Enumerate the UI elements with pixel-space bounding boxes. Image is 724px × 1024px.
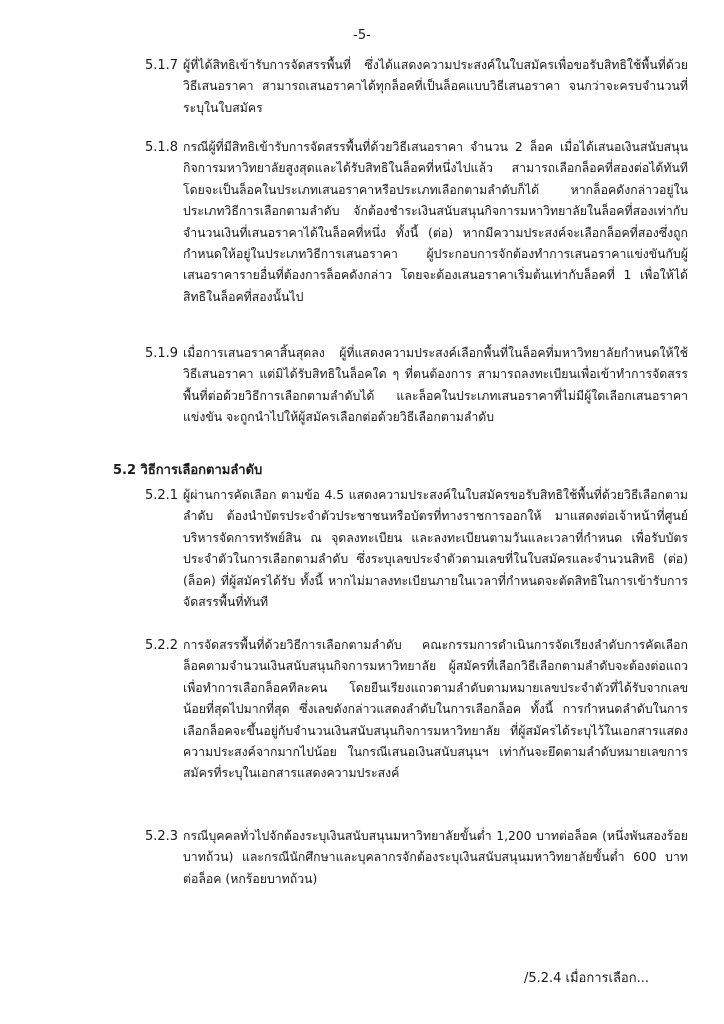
item-number: 5.2.1	[145, 488, 179, 503]
page-number: -5-	[353, 28, 371, 43]
item-text: เมื่อการเสนอราคาสิ้นสุดลง ผู้ที่แสดงความประสงค์เลือกพื้นที่ในล็อคที่มหาวิทยาลัยกำหนดให้ใช้วิธีเสนอราคา แต่มิได้รับสิทธิในล็อคใด ๆ ที่ตนต้องการ สามารถลงทะเบียนเพื่อเข้าทำการจัดสรรพื้นที่ต่อด้วยวิธีการเลือกตามลำดับได้ และล็อคในประเภทเสนอราคาที่ไม่มีผู้ใดเลือกเสนอราคาแข่งขัน จะถูกนำไปให้ผู้สมัครเลือกต่อด้วยวิธีเลือกตามลำดับ	[183, 346, 688, 425]
item-number: 5.1.7	[145, 58, 179, 73]
item-number: 5.2.3	[145, 829, 179, 844]
item-number: 5.2.2	[145, 638, 179, 653]
item-text: กรณีบุคคลทั่วไปจักต้องระบุเงินสนับสนุนมหาวิทยาลัยขั้นต่ำ 1,200 บาทต่อล็อค (หนึ่งพันสองร้อยบาทถ้วน) และกรณีนักศึกษาและบุคลากรจักต้องระบุเงินสนับสนุนมหาวิทยาลัยขั้นต่ำ 600 บาทต่อล็อค (หกร้อยบาทถ้วน)	[183, 829, 688, 886]
section-heading: 5.2 วิธีการเลือกตามลำดับ	[113, 463, 263, 478]
item-text: ผู้ที่ได้สิทธิเข้ารับการจัดสรรพื้นที่ ซึ่งได้แสดงความประสงค์ในใบสมัครเพื่อขอรับสิทธิใช้พื้นที่ด้วยวิธีเสนอราคา สามารถเสนอราคาได้ทุกล็อคที่เป็นล็อคแบบวิธีเสนอราคา จนกว่าจะครบจำนวนที่ระบุในใบสมัคร	[183, 58, 688, 115]
item-number: 5.1.9	[145, 346, 179, 361]
item-text: กรณีผู้ที่มีสิทธิเข้ารับการจัดสรรพื้นที่ด้วยวิธีเสนอราคา จำนวน 2 ล็อค เมื่อได้เสนอเงินสนับสนุนกิจการมหาวิทยาลัยสูงสุดและได้รับสิทธิในล็อคที่หนึ่งไปแล้ว สามารถเลือกล็อคที่สองต่อได้ทันที โดยจะเป็นล็อคในประเภทเสนอราคาหรือประเภทเลือกตามลำดับก็ได้ หากล็อคดังกล่าวอยู่ในประเภทวิธีการเลือกตามลำดับ จักต้องชำระเงินสนับสนุนกิจการมหาวิทยาลัยในล็อคที่สองเท่ากับจำนวนเงินที่เสนอราคาได้ในล็อคที่หนึ่ง ทั้งนี้ (ต่อ) หากมีความประสงค์จะเลือกล็อคที่สองซึ่งถูกกำหนดให้อยู่ในประเภทวิธีการเสนอราคา ผู้ประกอบการจักต้องทำการเสนอราคาแข่งขันกับผู้เสนอราคารายอื่นที่ต้องการล็อคดังกล่าว โดยจะต้องเสนอราคาเริ่มต้นเท่ากับล็อคที่ 1 เพื่อให้ได้สิทธิในล็อคที่สองนั้นไป	[183, 140, 688, 304]
continuation-note: /5.2.4 เมื่อการเลือก...	[523, 971, 649, 986]
item-number: 5.1.8	[145, 140, 179, 155]
item-text: การจัดสรรพื้นที่ด้วยวิธีการเลือกตามลำดับ คณะกรรมการดำเนินการจัดเรียงลำดับการคัดเลือกล็อคตามจำนวนเงินสนับสนุนกิจการมหาวิทยาลัย ผู้สมัครที่เลือกวิธีเลือกตามลำดับจะต้องต่อแถวเพื่อทำการเลือกล็อคทีละคน โดยยืนเรียงแถวตามลำดับตามหมายเลขประจำตัวที่ได้รับจากเลขน้อยที่สุดไปมากที่สุด ซึ่งเลขดังกล่าวแสดงลำดับในการเลือกล็อค ทั้งนี้ การกำหนดลำดับในการเลือกล็อคจะขึ้นอยู่กับจำนวนเงินสนับสนุนกิจการมหาวิทยาลัย ที่ผู้สมัครได้ระบุไว้ในเอกสารแสดงความประสงค์จากมากไปน้อย ในกรณีเสนอเงินสนับสนุนฯ เท่ากันจะยึดตามลำดับหมายเลขการสมัครที่ระบุในเอกสารแสดงความประสงค์	[183, 638, 688, 781]
item-text: ผู้ผ่านการคัดเลือก ตามข้อ 4.5 แสดงความประสงค์ในใบสมัครขอรับสิทธิใช้พื้นที่ด้วยวิธีเลือกตามลำดับ ต้องนำบัตรประจำตัวประชาชนหรือบัตรที่ทางราชการออกให้ มาแสดงต่อเจ้าหน้าที่ศูนย์บริหารจัดการทรัพย์สิน ณ จุดลงทะเบียน และลงทะเบียนตามวันและเวลาที่กำหนด เพื่อรับบัตรประจำตัวในการเลือกตามลำดับ ซึ่งระบุเลขประจำตัวตามเลขที่ในใบสมัครและจำนวนสิทธิ (ต่อ) (ล็อค) ที่ผู้สมัครได้รับ ทั้งนี้ หากไม่มาลงทะเบียนภายในเวลาที่กำหนดจะตัดสิทธิในการเข้ารับการจัดสรรพื้นที่ทันที	[183, 488, 688, 610]
